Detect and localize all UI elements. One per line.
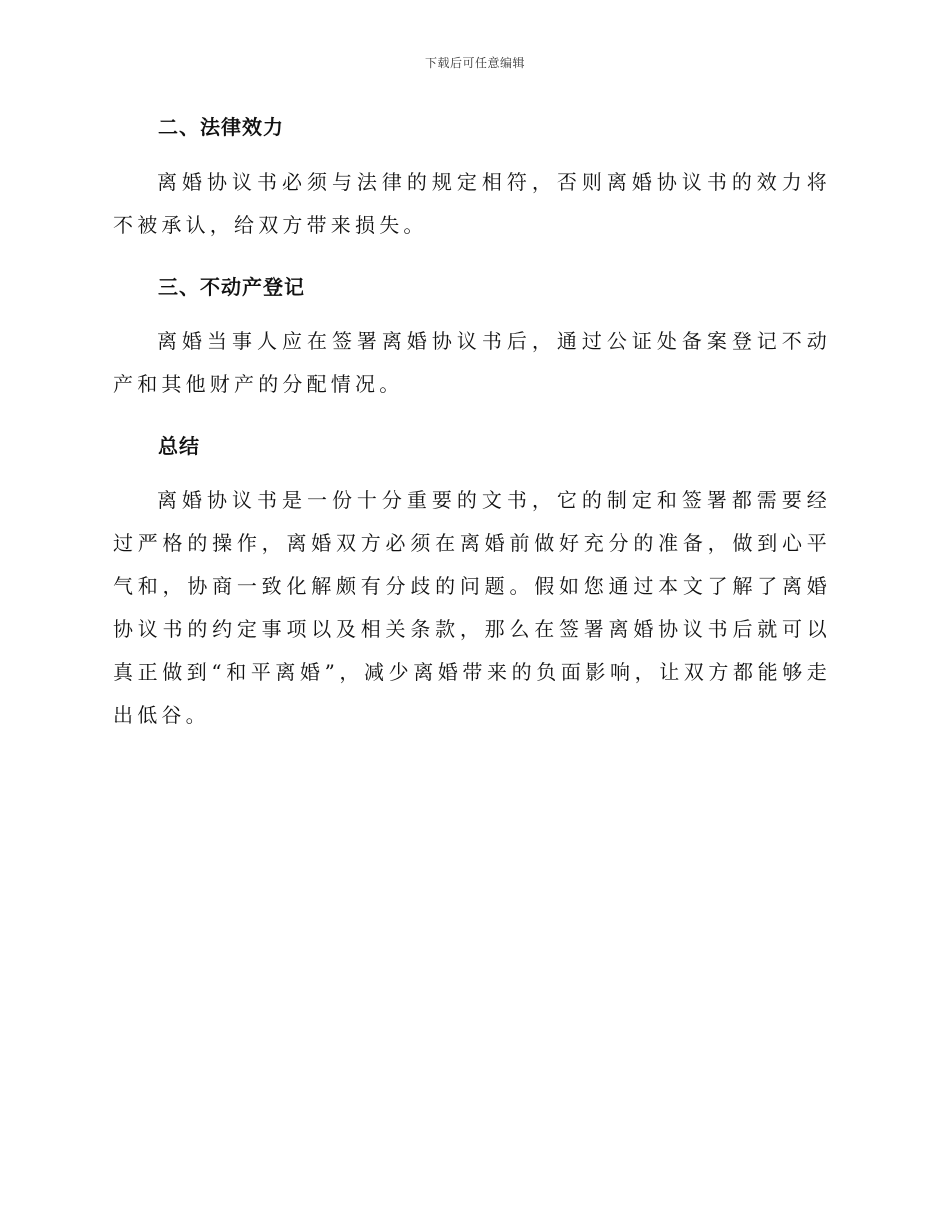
section-heading-summary: 总结 xyxy=(158,434,200,458)
section-paragraph-legal-effect: 离婚协议书必须与法律的规定相符，否则离婚协议书的效力将不被承认，给双方带来损失。 xyxy=(113,170,831,237)
document-body xyxy=(113,104,831,737)
section-paragraph-real-estate: 离婚当事人应在签署离婚协议书后，通过公证处备案登记不动产和其他财产的分配情况。 xyxy=(113,329,831,396)
section-heading-legal-effect: 二、法律效力 xyxy=(158,115,284,139)
section-heading-real-estate: 三、不动产登记 xyxy=(158,275,305,299)
section-paragraph-summary: 离婚协议书是一份十分重要的文书，它的制定和签署都需要经过严格的操作，离婚双方必须在离婚前做好充分的准备，做到心平气和，协商一致化解颇有分歧的问题。假如您通过本文了解了离婚协议书的约定事项以及相关条款，那么在签署离婚协议书后就可以真正做到“和平离婚”，减少离婚带来的负面影响，让双方都能够走出低谷。 xyxy=(113,488,831,727)
page-header-note: 下载后可任意编辑 xyxy=(424,56,525,70)
